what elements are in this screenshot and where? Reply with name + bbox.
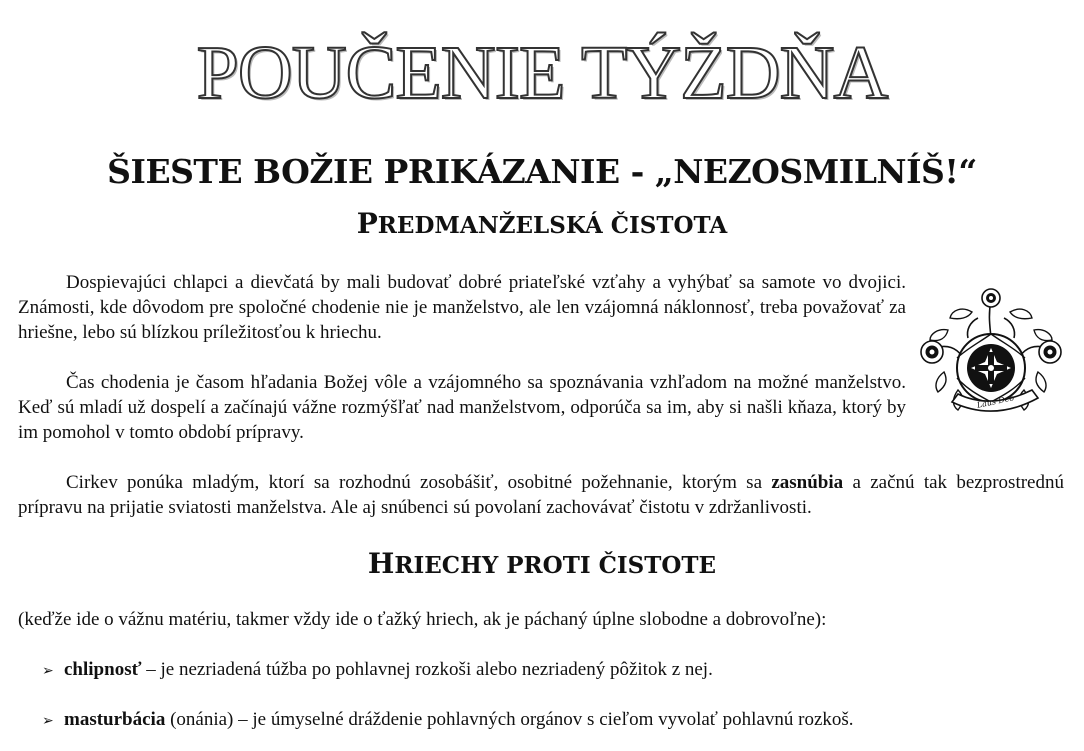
arrow-bullet-icon: ➢ <box>42 713 54 729</box>
heading-initial: H <box>367 547 395 580</box>
main-title: POUČENIE TÝŽDŇA <box>196 31 888 115</box>
section-heading-hriechy <box>0 548 1084 582</box>
paragraph-3-end: a začnú tak bezprostrednú prípravu na prijatie sviatosti manželstva. Ale aj snúbenci sú povolaní zachovávať čistotu v zdržanlivosti. <box>18 472 1064 518</box>
list-item <box>42 707 1062 734</box>
list-item-term: masturbácia <box>64 709 166 730</box>
intro-text: (keďže ide o vážnu matériu, takmer vždy ide o ťažký hriech, ak je páchaný úplne slobodne a dobrovoľne): <box>18 609 827 630</box>
section-heading-predmanzelska <box>0 208 1084 242</box>
heading-initial: P <box>356 207 378 240</box>
paragraph-1: Dospievajúci chlapci a dievčatá by mali budovať dobré priateľské vzťahy a vyhýbať sa samote vo dvojici. Známosti, kde dôvodom pre spoločné chodenie nie je manželstvo, ale len vzájomná náklonnosť, treba považovať za hriešne, lebo sú blízkou príležitosťou k hriechu. <box>18 272 906 343</box>
list-item-term: chlipnosť <box>64 659 142 680</box>
paragraph-3-start: Cirkev ponúka mladým, ktorí sa rozhodnú zosobášiť, osobitné požehnanie, ktorým sa <box>66 472 772 493</box>
paragraph-3 <box>18 470 1064 520</box>
subtitle: ŠIESTE BOŽIE PRIKÁZANIE - „NEZOSMILNÍŠ!“ <box>107 152 977 191</box>
paragraph-2: Čas chodenia je časom hľadania Božej vôle a vzájomného sa spoznávania vzhľadom na možné manželstvo. Keď sú mladí už dospelí a začínajú vážne rozmýšľať nad manželstvom, odporúča sa im, aby si našli kňaza, ktorý by im pomohol v tomto období prípravy. <box>18 372 906 443</box>
list-item <box>42 657 1062 684</box>
rose-cross-emblem-icon <box>918 286 1064 432</box>
paragraph-3-bold-term: zasnúbia <box>771 472 844 493</box>
heading-rest: REDMANŽELSKÁ ČISTOTA <box>377 212 728 239</box>
list-item-desc: – je nezriadená túžba po pohlavnej rozkoši alebo nezriadený pôžitok z nej. <box>141 659 713 680</box>
heading-rest: RIECHY PROTI ČISTOTE <box>394 552 717 579</box>
list-item-desc: (onánia) – je úmyselné dráždenie pohlavných orgánov s cieľom vyvolať pohlavnú rozkoš. <box>165 709 854 730</box>
arrow-bullet-icon: ➢ <box>42 663 54 679</box>
emblem-banner-text: Laus Deo <box>976 393 1015 410</box>
